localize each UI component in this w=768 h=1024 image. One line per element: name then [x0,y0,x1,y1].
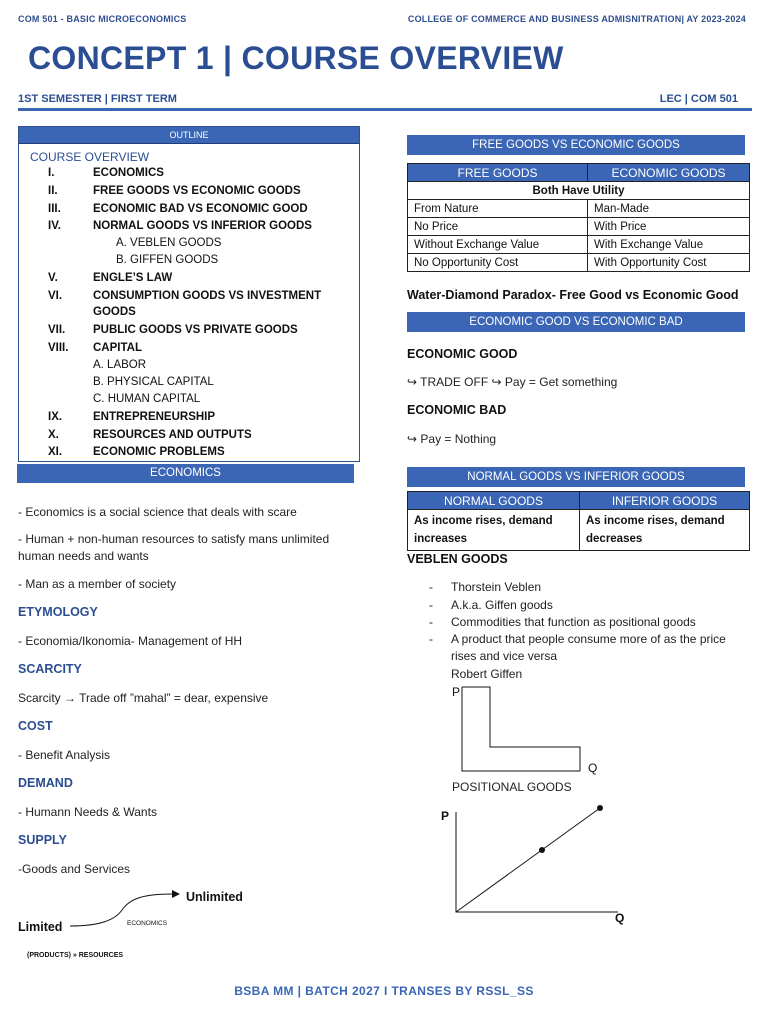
scarcity-heading: SCARCITY [18,662,82,676]
page-title: CONCEPT 1 | COURSE OVERVIEW [28,40,564,76]
chart2-q-label: Q [615,911,625,925]
semester-label: 1ST SEMESTER | FIRST TERM [18,93,177,105]
economics-resources: - Human + non-human resources to satisfy mans unlimited [18,532,330,546]
water-diamond-paradox: Water-Diamond Paradox- Free Good vs Economic Good [407,288,739,302]
economic-bad-heading: ECONOMIC BAD [407,403,507,417]
normal-vs-inferior-table [407,491,750,551]
header-rule [18,108,752,111]
outline-box: OUTLINE COURSE OVERVIEW I. ECONOMICS II. FREE GOODS VS ECONOMIC GOODS III. ECONOMIC BAD VS ECONOMIC GOOD IV. NORMAL GOODS VS INFERIOR GOODS A. VEBLEN GOODS B. GIFFEN GOODS V. ENGLE’S LAW VI. CONSUMPTION GOODS VS INVESTMENT GOODS VII. PUBLIC GOODS VS PRIVATE GOODS VIII. CAPITAL A. LABOR B. PHYSICAL CAPITAL C. HUMAN CAPITAL IX. ENTREPRENEURSHIP X. RESOURCES AND OUTPUTS XI. ECONOMIC PROBLEMS [18,126,360,462]
table-row: No Opportunity Cost With Opportunity Cost [408,254,750,272]
table-row: From Nature Man-Made [408,200,750,218]
economic-bad-line: ↪ Pay = Nothing [407,432,497,446]
table-row: No Price With Price [408,218,750,236]
robert-giffen-label: Robert Giffen [451,667,523,681]
scarcity-text: Scarcity → Trade off ”mahal” = dear, expensive [18,691,269,705]
economics-bar: ECONOMICS [17,464,354,483]
outline-subitem: B. GIFFEN GOODS [116,254,219,266]
economic-good-line: ↪ TRADE OFF ↪ Pay = Get something [407,375,618,389]
unlimited-label: Unlimited [186,890,243,904]
chart1-q-label: Q [588,761,598,775]
veblen-bullet-cont: rises and vice versa [451,649,558,663]
economics-resources-cont: human needs and wants [18,549,149,563]
supply-heading: SUPPLY [18,833,67,847]
etymology-text: - Economia/Ikonomia- Management of HH [18,634,243,648]
etymology-heading: ETYMOLOGY [18,605,98,619]
veblen-demand-chart [448,683,608,777]
outline-subitem: A. LABOR [93,359,147,371]
normal-vs-inferior-bar: NORMAL GOODS VS INFERIOR GOODS [407,467,745,487]
course-code: COM 501 - BASIC MICROECONOMICS [18,14,187,24]
limited-label: Limited [18,920,63,934]
chart-point-top [597,805,603,811]
cost-heading: COST [18,719,53,733]
chart-point-mid [539,847,545,853]
outline-subitem: A. VEBLEN GOODS [116,237,222,249]
veblen-heading: VEBLEN GOODS [407,552,508,566]
table-header-free: FREE GOODS [408,164,588,182]
demand-text: - Humann Needs & Wants [18,805,157,819]
outline-subitem: B. PHYSICAL CAPITAL [93,376,214,388]
free-vs-economic-table [407,163,750,272]
outline-title: COURSE OVERVIEW [30,150,150,164]
supply-text: -Goods and Services [18,862,131,876]
chart1-p-label: P [452,685,461,699]
college-name: COLLEGE OF COMMERCE AND BUSINESS ADMISNITRATION| AY 2023-2024 [407,14,746,24]
economics-definition: - Economics is a social science that deals with scare [18,505,297,519]
lec-label: LEC | COM 501 [659,93,738,105]
positional-goods-label: POSITIONAL GOODS [452,780,572,794]
outline-heading: OUTLINE [19,127,359,144]
table-header-economic: ECONOMIC GOODS [588,164,750,182]
inferior-goods-cell: As income rises, demand decreases [580,510,750,551]
economics-arrow-label: ECONOMICS [127,920,168,927]
limited-unlimited-arrow [60,886,190,932]
table-header-inferior: INFERIOR GOODS [580,492,750,510]
page-footer: BSBA MM | BATCH 2027 I TRANSES BY RSSL_SS [234,984,534,998]
good-vs-bad-bar: ECONOMIC GOOD VS ECONOMIC BAD [407,312,745,332]
positional-goods-chart [448,800,623,916]
free-vs-economic-bar: FREE GOODS VS ECONOMIC GOODS [407,135,745,155]
table-row-both: Both Have Utility [408,182,750,200]
chart2-p-label: P [441,809,450,823]
outline-subitem: C. HUMAN CAPITAL [93,393,201,405]
cost-text: - Benefit Analysis [18,748,111,762]
table-header-normal: NORMAL GOODS [408,492,580,510]
normal-goods-cell: As income rises, demand increases [408,510,580,551]
table-row: Without Exchange Value With Exchange Value [408,236,750,254]
economic-good-heading: ECONOMIC GOOD [407,347,518,361]
products-resources-label: (PRODUCTS) » RESOURCES [27,952,124,959]
economics-society: - Man as a member of society [18,577,177,591]
demand-heading: DEMAND [18,776,73,790]
